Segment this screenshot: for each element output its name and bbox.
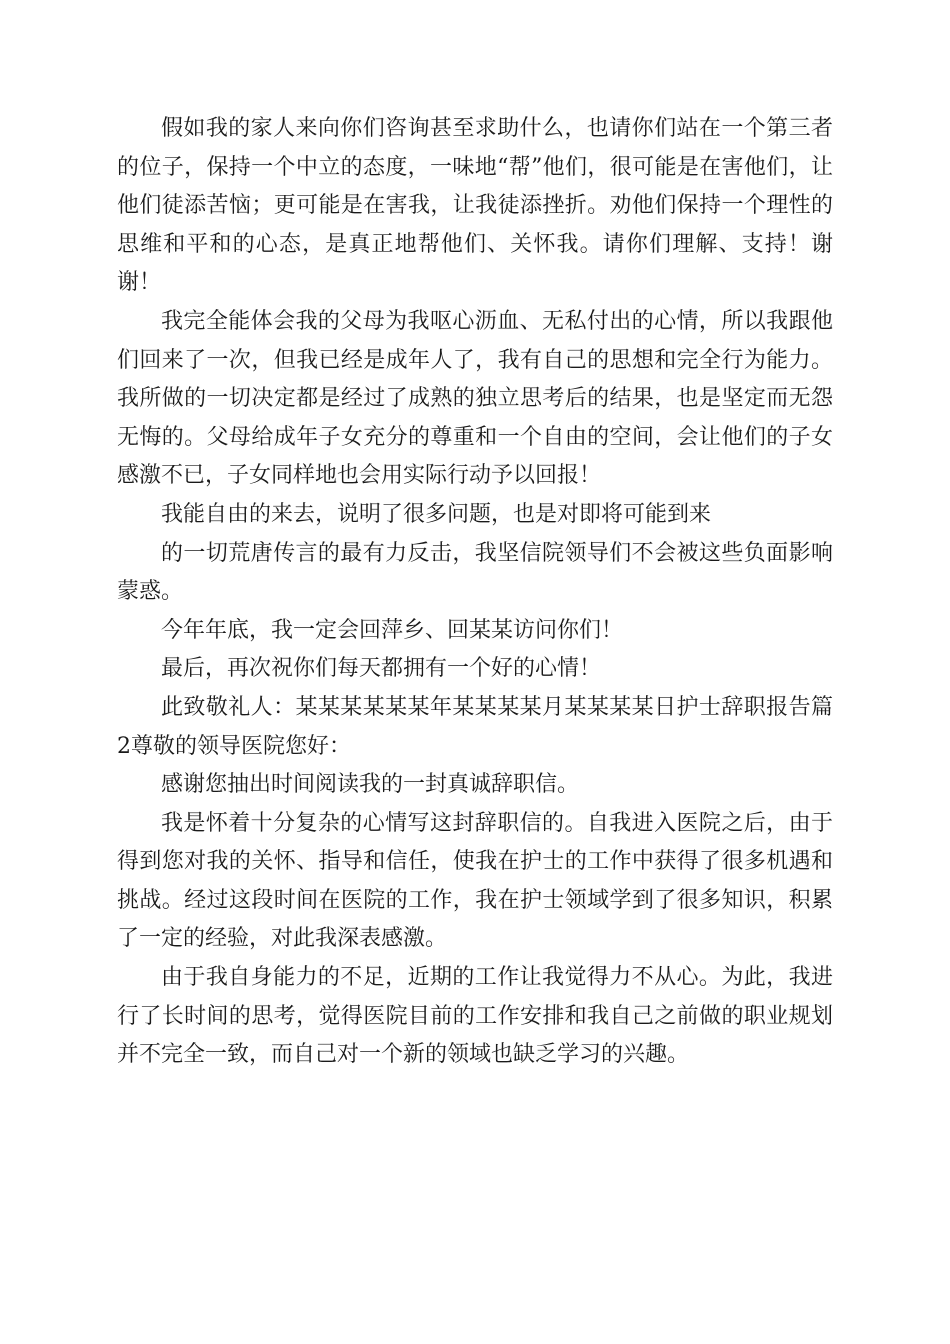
paragraph-parents-understanding: 我完全能体会我的父母为我呕心沥血、无私付出的心情，所以我跟他们回来了一次，但我已经是成年人了，我有自己的思想和完全行为能力。我所做的一切决定都是经过了成熟的独立思考后的结果，也是坚定而无怨无悔的。父母给成年子女充分的尊重和一个自由的空间，会让他们的子女感激不已，子女同样地也会用实际行动予以回报！	[117, 308, 833, 489]
paragraph-lack-of-ability: 由于我自身能力的不足，近期的工作让我觉得力不从心。为此，我进行了长时间的思考，觉得医院目前的工作安排和我自己之前做的职业规划并不完全一致，而自己对一个新的领域也缺乏学习的兴趣。	[117, 965, 833, 1068]
paragraph-family-neutrality: 假如我的家人来向你们咨询甚至求助什么，也请你们站在一个第三者的位子，保持一个中立的态度，一味地“帮”他们，很可能是在害他们，让他们徒添苦恼；更可能是在害我，让我徒添挫折。劝他们保持一个理性的思维和平和的心态，是真正地帮他们、关怀我。请你们理解、支持！谢谢！	[117, 116, 833, 296]
paragraph-rumor-rebuttal: 的一切荒唐传言的最有力反击，我坚信院领导们不会被这些负面影响蒙惑。	[117, 540, 833, 605]
document-body	[117, 110, 833, 1075]
paragraph-best-wishes: 最后，再次祝你们每天都拥有一个好的心情！	[161, 656, 602, 682]
paragraph-year-end-visit: 今年年底，我一定会回萍乡、回某某访问你们！	[161, 617, 624, 643]
paragraph-thanks-for-reading: 感谢您抽出时间阅读我的一封真诚辞职信。	[161, 772, 580, 798]
paragraph-free-to-come-and-go: 我能自由的来去，说明了很多问题，也是对即将可能到来	[161, 501, 712, 527]
paragraph-closing-and-title: 此致敬礼人：某某某某某某年某某某某月某某某某日护士辞职报告篇2尊敬的领导医院您好：	[117, 694, 833, 759]
paragraph-complex-feelings: 我是怀着十分复杂的心情写这封辞职信的。自我进入医院之后，由于得到您对我的关怀、指导和信任，使我在护士的工作中获得了很多机遇和挑战。经过这段时间在医院的工作，我在护士领域学到了很多知识，积累了一定的经验，对此我深表感激。	[117, 810, 833, 952]
